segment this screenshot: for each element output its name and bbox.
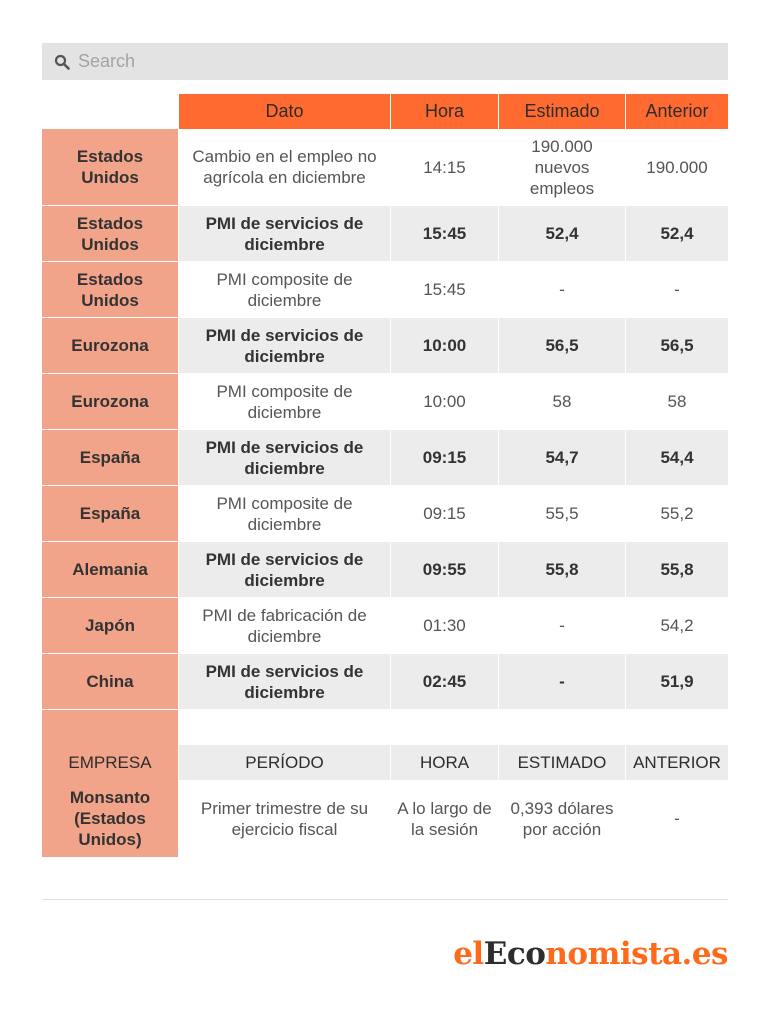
cell-pais: Estados Unidos [42, 129, 179, 205]
cell-dato: PMI de servicios de diciembre [179, 206, 391, 261]
search-icon [54, 54, 70, 70]
cell-pais: España [42, 486, 179, 541]
header-estimado-empresa: ESTIMADO [499, 745, 626, 780]
cell-estimado: 0,393 dólares por acción [499, 780, 626, 857]
header-blank [42, 94, 179, 129]
cell-hora: 14:15 [391, 129, 499, 205]
table-row [42, 129, 728, 206]
table-row [42, 374, 728, 430]
table-row [42, 654, 728, 710]
table-row [42, 486, 728, 542]
cell-pais: Estados Unidos [42, 206, 179, 261]
cell-periodo: Primer trimestre de su ejercicio fiscal [179, 780, 391, 857]
header-dato: Dato [179, 94, 391, 129]
cell-hora: 10:00 [391, 374, 499, 429]
cell-empresa: Monsanto (Estados Unidos) [42, 780, 179, 857]
calendar-table [42, 94, 728, 857]
spacer-row [42, 710, 728, 745]
cell-estimado: - [499, 262, 626, 317]
cell-anterior: 55,2 [626, 486, 728, 541]
footer-divider [42, 899, 728, 900]
eleconomista-logo[interactable] [453, 936, 728, 972]
header-anterior: Anterior [626, 94, 728, 129]
cell-anterior: 52,4 [626, 206, 728, 261]
cell-estimado: 55,5 [499, 486, 626, 541]
cell-estimado: 55,8 [499, 542, 626, 597]
table-row [42, 206, 728, 262]
cell-anterior: 54,2 [626, 598, 728, 653]
search-bar [42, 43, 728, 80]
logo-part-3: nomista.es [545, 936, 728, 972]
cell-hora: 15:45 [391, 262, 499, 317]
cell-hora: 09:15 [391, 430, 499, 485]
search-input[interactable] [78, 51, 698, 72]
data-rows [42, 129, 728, 710]
empresa-rows [42, 780, 728, 857]
cell-hora: A lo largo de la sesión [391, 780, 499, 857]
cell-dato: PMI composite de diciembre [179, 374, 391, 429]
cell-dato: PMI composite de diciembre [179, 486, 391, 541]
cell-hora: 10:00 [391, 318, 499, 373]
cell-hora: 09:55 [391, 542, 499, 597]
header-hora: Hora [391, 94, 499, 129]
cell-anterior: 58 [626, 374, 728, 429]
cell-anterior: 56,5 [626, 318, 728, 373]
spacer-cell [391, 710, 499, 745]
spacer-country [42, 710, 179, 745]
cell-anterior: 190.000 [626, 129, 728, 205]
cell-pais: Alemania [42, 542, 179, 597]
logo-part-2: Eco [483, 936, 546, 972]
table-row [42, 430, 728, 486]
header-anterior-empresa: ANTERIOR [626, 745, 728, 780]
cell-dato: PMI composite de diciembre [179, 262, 391, 317]
spacer-cell [626, 710, 728, 745]
empresas-header [42, 745, 728, 780]
cell-hora: 01:30 [391, 598, 499, 653]
table-row [42, 262, 728, 318]
header-empresa: EMPRESA [42, 745, 179, 780]
cell-estimado: 190.000 nuevos empleos [499, 129, 626, 205]
header-estimado: Estimado [499, 94, 626, 129]
spacer-cell [179, 710, 391, 745]
cell-dato: PMI de servicios de diciembre [179, 318, 391, 373]
cell-dato: PMI de servicios de diciembre [179, 430, 391, 485]
cell-dato: PMI de servicios de diciembre [179, 542, 391, 597]
cell-anterior: 55,8 [626, 542, 728, 597]
cell-anterior: - [626, 262, 728, 317]
cell-anterior: 54,4 [626, 430, 728, 485]
cell-pais: Japón [42, 598, 179, 653]
empresa-row [42, 780, 728, 857]
cell-hora: 15:45 [391, 206, 499, 261]
cell-anterior: - [626, 780, 728, 857]
cell-estimado: 52,4 [499, 206, 626, 261]
header-hora-empresa: HORA [391, 745, 499, 780]
cell-estimado: 54,7 [499, 430, 626, 485]
header-periodo: PERÍODO [179, 745, 391, 780]
table-row [42, 542, 728, 598]
cell-estimado: - [499, 598, 626, 653]
spacer-cell [499, 710, 626, 745]
logo-part-1: el [453, 936, 484, 972]
cell-hora: 09:15 [391, 486, 499, 541]
cell-dato: PMI de servicios de diciembre [179, 654, 391, 709]
cell-dato: PMI de fabricación de diciembre [179, 598, 391, 653]
cell-estimado: - [499, 654, 626, 709]
cell-hora: 02:45 [391, 654, 499, 709]
table-row [42, 318, 728, 374]
table-row [42, 598, 728, 654]
cell-pais: Estados Unidos [42, 262, 179, 317]
cell-pais: Eurozona [42, 318, 179, 373]
cell-estimado: 56,5 [499, 318, 626, 373]
cell-anterior: 51,9 [626, 654, 728, 709]
table-header [42, 94, 728, 129]
cell-estimado: 58 [499, 374, 626, 429]
cell-dato: Cambio en el empleo no agrícola en diciembre [179, 129, 391, 205]
cell-pais: España [42, 430, 179, 485]
cell-pais: China [42, 654, 179, 709]
cell-pais: Eurozona [42, 374, 179, 429]
